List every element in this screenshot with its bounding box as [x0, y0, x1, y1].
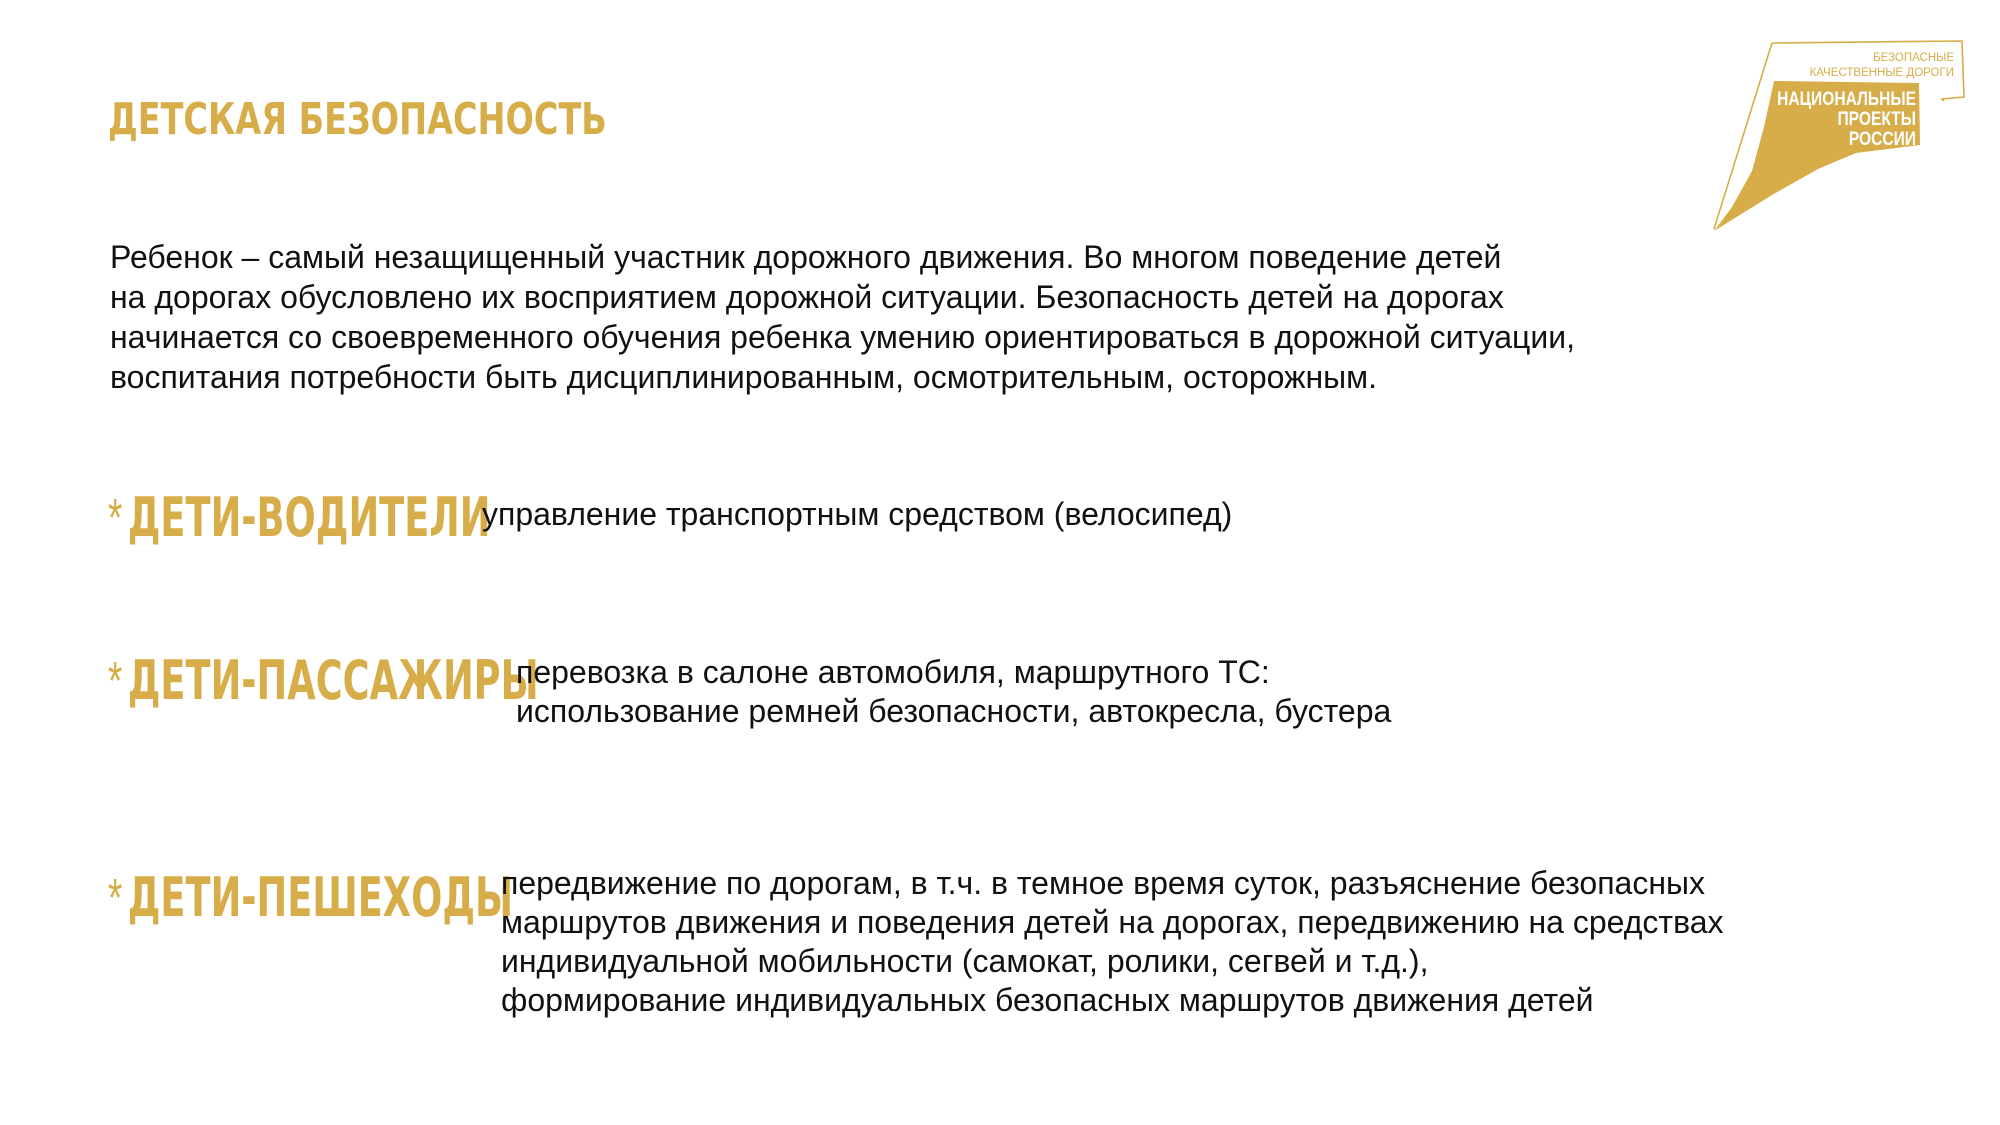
description-line: использование ремней безопасности, автокресла, бустера [516, 693, 1392, 729]
bullet-asterisk: * [108, 868, 123, 928]
logo-main-line-2: ПРОЕКТЫ [1837, 107, 1916, 130]
section-heading-passengers [108, 651, 539, 711]
intro-line: начинается со своевременного обучения ребенка умению ориентироваться в дорожной ситуации, [110, 319, 1575, 355]
description-line: передвижение по дорогам, в т.ч. в темное время суток, разъяснение безопасных [501, 865, 1705, 901]
description-line: перевозка в салоне автомобиля, маршрутного ТС: [516, 654, 1270, 690]
description-line: маршрутов движения и поведения детей на дорогах, передвижению на средствах [501, 904, 1724, 940]
page-title: ДЕТСКАЯ БЕЗОПАСНОСТЬ [108, 94, 607, 145]
section-description-pedestrians [501, 864, 1724, 1020]
logo-main-line-3: РОССИИ [1848, 127, 1916, 150]
description-line: формирование индивидуальных безопасных маршрутов движения детей [501, 982, 1594, 1018]
national-projects-logo [1700, 35, 1980, 240]
intro-line: воспитания потребности быть дисциплинированным, осмотрительным, осторожным. [110, 359, 1378, 395]
logo-top-line-1: БЕЗОПАСНЫЕ [1873, 52, 1954, 64]
section-description-passengers [516, 653, 1391, 731]
logo-flag-icon [1700, 35, 1980, 240]
section-heading-pedestrians [108, 868, 513, 928]
description-line: индивидуальной мобильности (самокат, ролики, сегвей и т.д.), [501, 943, 1429, 979]
intro-line: Ребенок – самый незащищенный участник дорожного движения. Во многом поведение детей [110, 239, 1502, 275]
logo-main-line-1: НАЦИОНАЛЬНЫЕ [1777, 87, 1916, 110]
intro-line: на дорогах обусловлено их восприятием дорожной ситуации. Безопасность детей на дорогах [110, 279, 1504, 315]
intro-paragraph [110, 237, 1710, 397]
description-line: управление транспортным средством (велосипед) [482, 496, 1233, 532]
logo-top-line-2: КАЧЕСТВЕННЫЕ ДОРОГИ [1809, 67, 1954, 79]
section-heading-drivers [108, 488, 491, 548]
section-heading-label: ДЕТИ-ВОДИТЕЛИ [127, 486, 491, 549]
section-heading-label: ДЕТИ-ПАССАЖИРЫ [127, 649, 539, 712]
section-description-drivers [482, 495, 1232, 534]
section-heading-label: ДЕТИ-ПЕШЕХОДЫ [127, 866, 514, 929]
bullet-asterisk: * [108, 488, 123, 548]
bullet-asterisk: * [108, 651, 123, 711]
